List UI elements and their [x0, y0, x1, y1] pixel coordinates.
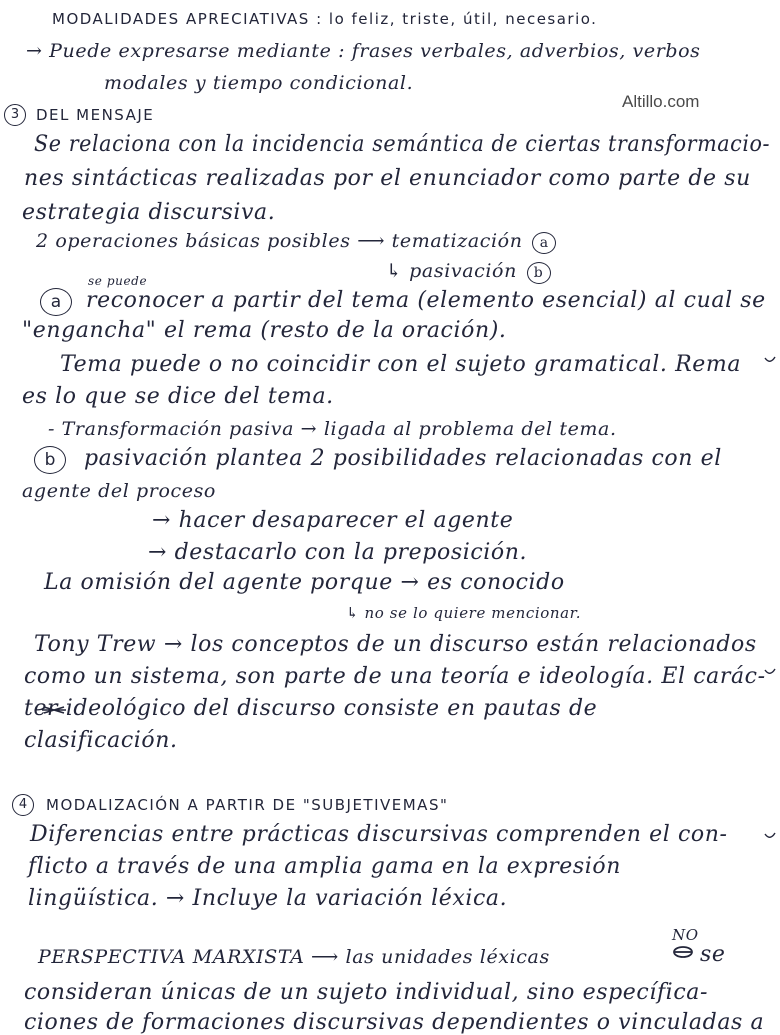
check-mark-icon — [764, 832, 776, 840]
se-puede-note: se puede — [88, 274, 148, 288]
trew-line: clasificación. — [24, 728, 178, 753]
section-3-title: DEL MENSAJE — [36, 106, 155, 124]
operation-b-text: ↳ pasivación — [386, 260, 517, 282]
marxista-end: se — [700, 942, 726, 967]
diferencias-line: Diferencias entre prácticas discursivas comprenden el con- — [30, 822, 728, 847]
omision-option: ↳ no se lo quiere mencionar. — [346, 604, 582, 622]
scribble-icon — [40, 704, 68, 716]
operation-a-marker: a — [532, 232, 556, 254]
agente-option: → hacer desaparecer el agente — [152, 508, 514, 533]
paragraph-line: estrategia discursiva. — [22, 200, 276, 225]
diferencias-line: lingüística. → Incluye la variación léxica. — [28, 886, 508, 911]
line-modalidades: MODALIDADES APRECIATIVAS : lo feliz, triste, útil, necesario. — [52, 10, 598, 28]
transformacion-line: - Transformación pasiva → ligada al problema del tema. — [48, 418, 617, 440]
section-b-marker: b — [34, 446, 66, 474]
marxista-text: PERSPECTIVA MARXISTA ⟶ las unidades léxicas — [38, 946, 550, 968]
operations-line — [36, 230, 556, 254]
operation-b-marker: b — [527, 262, 551, 284]
line-expresarse: → Puede expresarse mediante : frases verbales, adverbios, verbos — [26, 40, 701, 62]
paragraph-line: nes sintácticas realizadas por el enunciador como parte de su — [24, 166, 751, 191]
check-mark-icon — [764, 668, 776, 676]
omision-line: La omisión del agente porque → es conocido — [44, 570, 565, 595]
marxista-line: ciones de formaciones discursivas dependientes o vinculadas a — [24, 1010, 765, 1035]
section-4-title: MODALIZACIÓN A PARTIR DE "SUBJETIVEMAS" — [46, 796, 449, 814]
line-modales: modales y tiempo condicional. — [104, 72, 414, 94]
operation-b-line — [386, 260, 551, 284]
tema-line: reconocer a partir del tema (elemento esencial) al cual se — [86, 288, 766, 313]
diferencias-line: flicto a través de una amplia gama en la expresión — [28, 854, 621, 879]
pasivacion-line: pasivación plantea 2 posibilidades relacionadas con el — [84, 446, 722, 471]
agente-option: → destacarlo con la preposición. — [148, 540, 528, 565]
watermark: Altillo.com — [622, 92, 700, 111]
paragraph-line: Se relaciona con la incidencia semántica de ciertas transformacio- — [34, 132, 771, 157]
trew-line: ter ideológico del discurso consiste en pautas de — [24, 696, 598, 721]
tema-rema-line: Tema puede o no coincidir con el sujeto gramatical. Rema — [60, 352, 742, 377]
section-a-marker: a — [40, 288, 72, 316]
marxista-line — [38, 946, 550, 968]
tema-rema-line: es lo que se dice del tema. — [22, 384, 334, 409]
section-4-marker: 4 — [12, 794, 34, 816]
tema-line: "engancha" el rema (resto de la oración). — [22, 318, 507, 343]
scribble-icon — [672, 945, 694, 959]
section-3-marker: 3 — [4, 104, 26, 126]
no-note: NO — [672, 926, 699, 944]
trew-line: Tony Trew → los conceptos de un discurso están relacionados — [34, 632, 757, 657]
marxista-line: consideran únicas de un sujeto individual, sino específica- — [24, 980, 708, 1005]
operations-text: 2 operaciones básicas posibles ⟶ tematización — [36, 230, 523, 252]
trew-line: como un sistema, son parte de una teoría e ideología. El carác- — [24, 664, 766, 689]
check-mark-icon — [764, 356, 776, 364]
pasivacion-line: agente del proceso — [22, 480, 216, 502]
